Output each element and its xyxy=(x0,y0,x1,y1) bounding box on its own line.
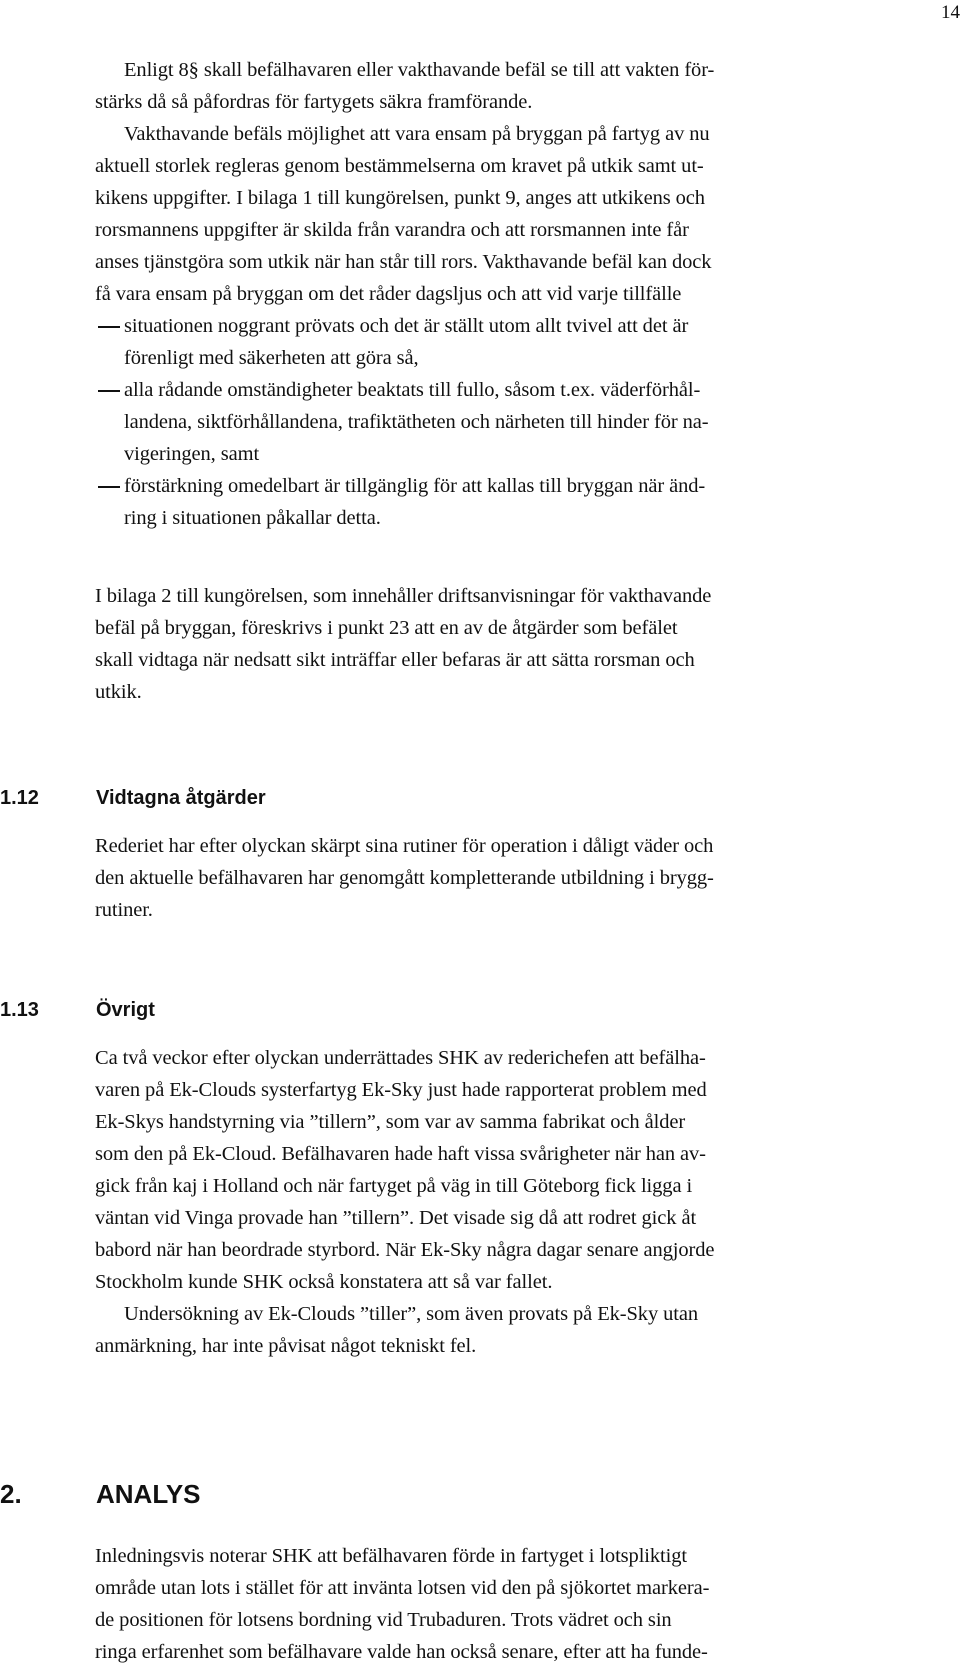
text-line: aktuell storlek regleras genom bestämmelserna om kravet på utkik samt ut- xyxy=(95,155,704,177)
text-line: skall vidtaga när nedsatt sikt inträffar eller befaras är att sätta rorsman och xyxy=(95,649,695,671)
section-heading xyxy=(0,784,266,812)
text-line: gick från kaj i Holland och när fartyget på väg in till Göteborg fick ligga i xyxy=(95,1175,693,1197)
text-line: kikens uppgifter. I bilaga 1 till kungörelsen, punkt 9, anges att utkikens och xyxy=(95,187,705,209)
section-body xyxy=(0,1540,709,1668)
text-line: Ca två veckor efter olyckan underrättades SHK av rederichefen att befälha- xyxy=(95,1047,706,1069)
dash-list xyxy=(0,310,708,534)
section-title: Vidtagna åtgärder xyxy=(96,787,266,809)
text-line: babord när han beordrade styrbord. När Ek-Sky några dagar senare angjorde xyxy=(95,1239,715,1261)
list-item xyxy=(0,310,708,374)
text-line: förenligt med säkerheten att göra så, xyxy=(124,347,419,369)
list-item xyxy=(0,470,708,534)
chapter-heading xyxy=(0,1478,201,1510)
text-line: ring i situationen påkallar detta. xyxy=(124,507,381,529)
text-line: anmärkning, har inte påvisat något tekniskt fel. xyxy=(95,1335,477,1357)
text-line: landena, siktförhållandena, trafiktätheten och närheten till hinder för na- xyxy=(124,411,709,433)
text-line: den aktuelle befälhavaren har genomgått kompletterande utbildning i brygg- xyxy=(95,867,714,889)
chapter-title: ANALYS xyxy=(96,1479,201,1509)
text-line: väntan vid Vinga provade han ”tillern”. Det visade sig då att rodret gick åt xyxy=(95,1207,697,1229)
text-line: som den på Ek-Cloud. Befälhavaren hade haft vissa svårigheter när han av- xyxy=(95,1143,706,1165)
dash-bullet-icon xyxy=(98,486,120,488)
text-line: alla rådande omständigheter beaktats till fullo, såsom t.ex. väderförhål- xyxy=(124,379,701,401)
dash-bullet-icon xyxy=(98,326,120,328)
dash-bullet-icon xyxy=(98,390,120,392)
text-line: Ek-Skys handstyrning via ”tillern”, som var av samma fabrikat och ålder xyxy=(95,1111,686,1133)
text-line: de positionen för lotsens bordning vid Trubaduren. Trots vädret och sin xyxy=(95,1609,672,1631)
text-line: Vakthavande befäls möjlighet att vara ensam på bryggan på fartyg av nu xyxy=(124,123,710,145)
text-line: befäl på bryggan, föreskrivs i punkt 23 att en av de åtgärder som befälet xyxy=(95,617,678,639)
text-line: utkik. xyxy=(95,681,142,703)
section-body xyxy=(0,1042,714,1362)
chapter-number: 2. xyxy=(0,1479,22,1509)
text-line: Stockholm kunde SHK också konstatera att så var fallet. xyxy=(95,1271,553,1293)
text-line: anses tjänstgöra som utkik när han står till rors. Vakthavande befäl kan dock xyxy=(95,251,712,273)
text-line: varen på Ek-Clouds systerfartyg Ek-Sky just hade rapporterat problem med xyxy=(95,1079,707,1101)
text-line: situationen noggrant prövats och det är ställt utom allt tvivel att det är xyxy=(124,315,689,337)
section-heading xyxy=(0,996,155,1024)
text-line: vigeringen, samt xyxy=(124,443,260,465)
bilaga2-paragraph xyxy=(0,580,711,708)
text-line: förstärkning omedelbart är tillgänglig för att kallas till bryggan när änd- xyxy=(124,475,706,497)
text-line: få vara ensam på bryggan om det råder dagsljus och att vid varje tillfälle xyxy=(95,283,682,305)
text-line: Rederiet har efter olyckan skärpt sina rutiner för operation i dåligt väder och xyxy=(95,835,714,857)
section-number: 1.13 xyxy=(0,999,39,1021)
text-line: stärks då så påfordras för fartygets säkra framförande. xyxy=(95,91,533,113)
text-line: område utan lots i stället för att invänta lotsen vid den på sjökortet markera- xyxy=(95,1577,710,1599)
text-line: Undersökning av Ek-Clouds ”tiller”, som även provats på Ek-Sky utan xyxy=(124,1303,699,1325)
list-item xyxy=(0,374,708,470)
text-line: Enligt 8§ skall befälhavaren eller vakthavande befäl se till att vakten för- xyxy=(124,59,715,81)
text-line: Inledningsvis noterar SHK att befälhavaren förde in fartyget i lotspliktigt xyxy=(95,1545,687,1567)
text-line: ringa erfarenhet som befälhavare valde han också senare, efter att ha funde- xyxy=(95,1641,708,1663)
page-number: 14 xyxy=(941,2,960,23)
text-line: rutiner. xyxy=(95,899,153,921)
section-title: Övrigt xyxy=(96,999,155,1021)
intro-paragraph xyxy=(0,54,714,310)
text-line: I bilaga 2 till kungörelsen, som innehåller driftsanvisningar för vakthavande xyxy=(95,585,712,607)
text-line: rorsmannens uppgifter är skilda från varandra och att rorsmannen inte får xyxy=(95,219,689,241)
section-number: 1.12 xyxy=(0,787,39,809)
section-body xyxy=(0,830,714,926)
